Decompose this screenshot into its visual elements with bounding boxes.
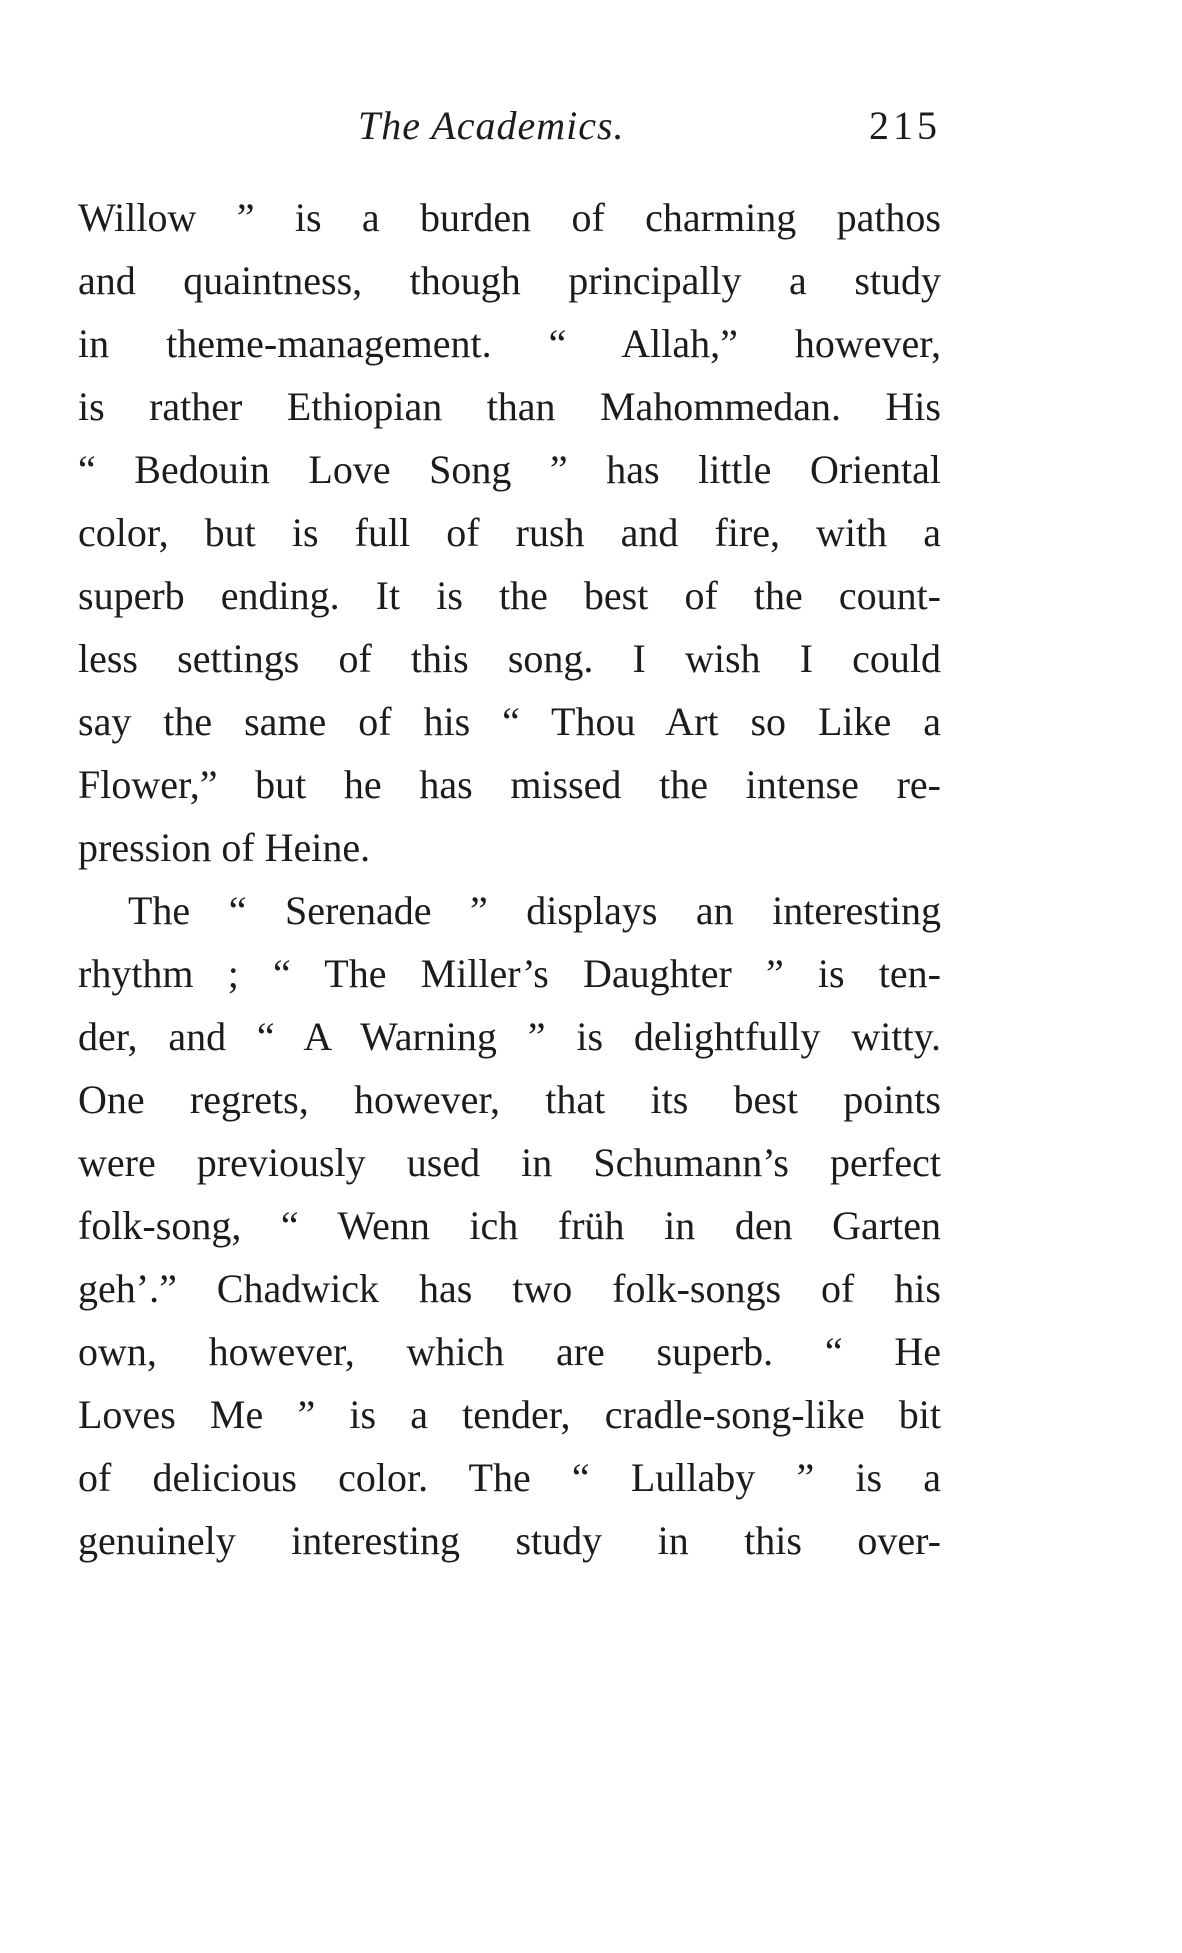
text-line: der, and “ A Warning ” is delightfully witty. [78,1014,941,1059]
text-line: of delicious color. The “ Lullaby ” is a [78,1455,941,1500]
text-line: less settings of this song. I wish I could [78,636,941,681]
text-line: Loves Me ” is a tender, cradle-song-like bit [78,1392,941,1437]
text-line: own, however, which are superb. “ He [78,1329,941,1374]
text-line: geh’.” Chadwick has two folk-songs of his [78,1266,941,1311]
text-line: genuinely interesting study in this over- [78,1518,941,1563]
running-title: The Academics. [358,103,625,148]
text-line: in theme-management. “ Allah,” however, [78,321,941,366]
text-line: Flower,” but he has missed the intense re- [78,762,941,807]
text-line: superb ending. It is the best of the count- [78,573,941,618]
text-line: say the same of his “ Thou Art so Like a [78,699,941,744]
text-line: rhythm ; “ The Miller’s Daughter ” is ten- [78,951,941,996]
text-line: and quaintness, though principally a study [78,258,941,303]
text-line: “ Bedouin Love Song ” has little Oriental [78,447,941,492]
text-line: folk-song, “ Wenn ich früh in den Garten [78,1203,941,1248]
text-line: color, but is full of rush and fire, with a [78,510,941,555]
text-line: were previously used in Schumann’s perfect [78,1140,941,1185]
text-line: The “ Serenade ” displays an interesting [128,888,941,933]
text-line: is rather Ethiopian than Mahommedan. His [78,384,941,429]
running-head [78,96,941,156]
text-line: Willow ” is a burden of charming pathos [78,195,941,240]
text-line: One regrets, however, that its best points [78,1077,941,1122]
page-number: 215 [869,103,941,148]
body-text [78,186,941,1572]
text-line: pression of Heine. [78,825,371,870]
